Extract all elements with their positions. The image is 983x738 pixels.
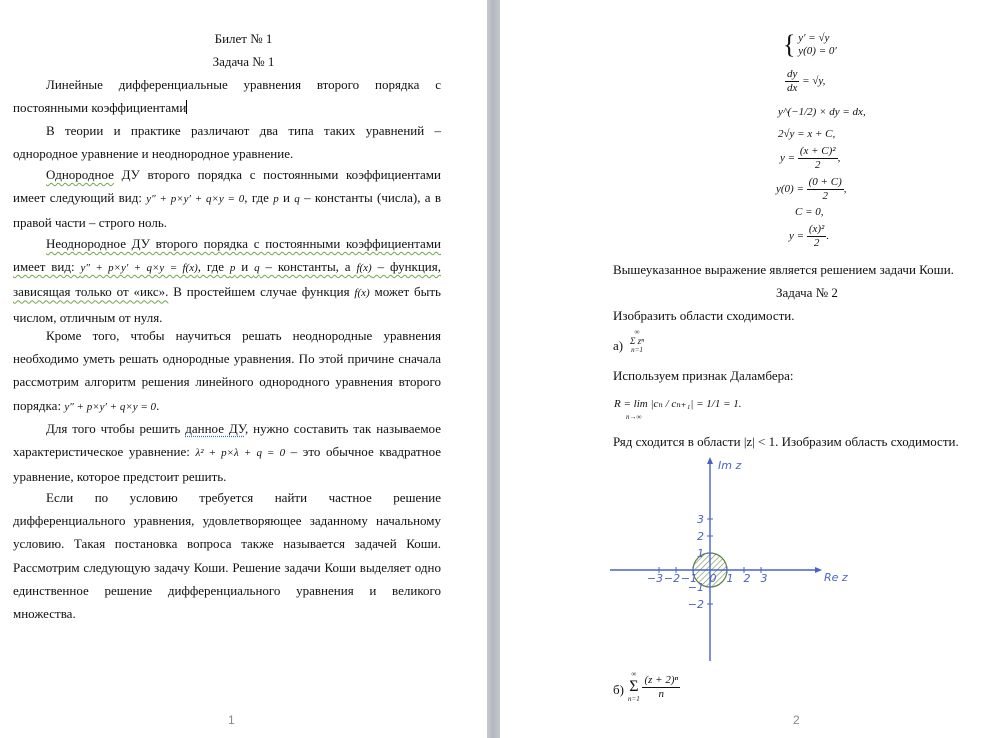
var-q: q xyxy=(294,193,300,206)
frac-den: 2 xyxy=(822,190,828,202)
homogeneous-equation: y″ + p×y′ + q×y = 0 xyxy=(146,193,245,206)
eq-lhs: y = xyxy=(789,230,805,243)
paragraph-7[interactable] xyxy=(13,486,441,625)
dalembert-text[interactable]: Используем признак Даламбера: xyxy=(613,368,794,383)
paragraph-4-text: – константы, а xyxy=(259,259,357,275)
convergence-region-plot xyxy=(610,456,860,666)
convergence-text[interactable]: Ряд сходится в области |z| < 1. Изобразим область сходимости. xyxy=(613,434,959,449)
paragraph-3-text: , где xyxy=(244,190,274,206)
var-q: q xyxy=(254,262,260,275)
radius-eq-text: R = lim |cₙ / cₙ₊₁| = 1/1 = 1. xyxy=(614,398,742,410)
paragraph-3-text: – константы (числа), а в правой части – строго ноль. xyxy=(13,190,441,231)
eq-rhs: = √y, xyxy=(802,75,826,88)
grammar-marked-phrase: данное ДУ xyxy=(185,421,245,436)
series-a xyxy=(630,328,644,355)
system-eq-1: y′ = √y xyxy=(798,32,830,44)
sum-sign-icon: Σ xyxy=(629,678,639,695)
document-page-2 xyxy=(500,0,983,738)
sum-upper: ∞ xyxy=(631,670,637,678)
x-tick-label: −1 xyxy=(680,572,698,585)
frac-num: (0 + C) xyxy=(808,176,842,188)
paragraph-5[interactable] xyxy=(13,324,441,419)
paragraph-3-text: ДУ второго порядка с постоянными коэффициентами имеет следующий вид: xyxy=(13,167,441,206)
ticket-title: Билет № 1 xyxy=(214,31,273,46)
eq-constant: C = 0, xyxy=(795,206,824,218)
page-gutter xyxy=(487,0,500,738)
paragraph-6[interactable] xyxy=(13,417,441,489)
eq-lhs: y = xyxy=(780,152,796,165)
y-tick-label: 3 xyxy=(697,513,704,526)
sum-lower: n=1 xyxy=(628,695,640,703)
paragraph-4-text: Неоднородное ДУ второго порядка с постоянными коэффициентами имеет вид: xyxy=(13,236,441,275)
radius-equation xyxy=(614,398,742,424)
paragraph-4[interactable] xyxy=(13,232,441,329)
re-axis-arrow-icon xyxy=(815,567,822,573)
item-b-label: б) xyxy=(613,682,624,697)
paragraph-4-text: , где xyxy=(197,259,230,275)
var-p: p xyxy=(273,193,279,206)
page-number: 1 xyxy=(228,713,235,727)
task-2-title: Задача № 2 xyxy=(776,285,838,300)
frac-den: 2 xyxy=(813,237,820,249)
frac-num: (x + C)² xyxy=(799,145,836,157)
item-a-label: а) xyxy=(613,338,624,353)
sum-body: Σ zⁿ xyxy=(630,336,644,346)
x-tick-label: 2 xyxy=(743,572,751,585)
paragraph-1-text: Линейные дифференциальные уравнения второго порядка с постоянными коэффициентами xyxy=(13,77,441,116)
paragraph-1[interactable] xyxy=(13,73,441,119)
frac-den: n xyxy=(658,687,664,700)
spellcheck-word: Однородное xyxy=(46,167,114,182)
frac-den: 2 xyxy=(814,159,821,171)
x-tick-label: 0 xyxy=(709,572,717,585)
paragraph-2[interactable] xyxy=(13,119,441,165)
paragraph-4-text: В простейшем случае функция xyxy=(168,284,355,300)
im-axis-arrow-icon xyxy=(707,457,713,464)
solution-text[interactable]: Вышеуказанное выражение является решением задачи Коши. xyxy=(613,262,954,277)
paragraph-5-text: . xyxy=(156,397,160,413)
var-p: p xyxy=(229,262,236,275)
paragraph-6-text: Для того чтобы решить xyxy=(46,421,186,436)
paragraph-3-text: и xyxy=(278,190,295,206)
x-tick-label: −2 xyxy=(663,572,681,585)
x-tick-label: −3 xyxy=(646,572,664,585)
x-tick-label: 3 xyxy=(760,572,768,585)
frac-num: (x)² xyxy=(808,223,825,235)
page-number: 2 xyxy=(793,713,800,727)
frac-den: dx xyxy=(787,82,798,94)
y-tick-label: −1 xyxy=(687,581,704,594)
paragraph-5-text: Кроме того, чтобы научиться решать неоднородные уравнения необходимо уметь решать однородные уравнения. По этой причине сначала рассмотрим алгоритм решения линейного однородного уравнения второго порядка: xyxy=(13,328,441,413)
sum-upper: ∞ xyxy=(634,328,640,336)
function-fx: f(x) xyxy=(356,262,372,275)
homogeneous-equation: y″ + p×y′ + q×y = 0 xyxy=(64,400,157,413)
y-tick-label: 2 xyxy=(697,530,704,543)
draw-regions-text[interactable]: Изобразить области сходимости. xyxy=(613,308,795,323)
eq-separated: y^(−1/2) × dy = dx, xyxy=(778,106,866,118)
eq-initial: y(0) = $\frac{(0 + C)}{2}$ , xyxy=(776,176,847,202)
lim-subscript: n→∞ xyxy=(626,413,642,421)
sum-lower: n=1 xyxy=(631,346,643,354)
paragraph-3[interactable] xyxy=(13,163,441,235)
system-eq-2: y(0) = 0′ xyxy=(798,45,837,57)
paragraph-6-text: – это обычное квадратное уравнение, которое предстоит решить. xyxy=(13,444,442,485)
paragraph-4-text: может быть числом, отличным от нуля. xyxy=(13,284,441,325)
x-tick-label: 1 xyxy=(726,572,734,585)
cauchy-system xyxy=(783,32,837,58)
eq-dydx xyxy=(785,68,825,95)
y-tick-label: −2 xyxy=(687,598,704,611)
eq-final: y = $\frac{\text{(x)²}}{2}$ . xyxy=(789,223,830,249)
series-b xyxy=(628,670,680,704)
y-tick-label: 1 xyxy=(697,547,704,560)
document-page-1 xyxy=(0,0,487,738)
eq-lhs: y(0) = xyxy=(776,183,804,196)
paragraph-4-text: – функция, зависящая только от «икс». xyxy=(13,259,441,300)
frac-num: (z + 2)ⁿ xyxy=(644,673,678,686)
text-cursor xyxy=(186,100,187,114)
paragraph-7-text: Если по условию требуется найти частное решение дифференциального уравнения, удовлетворяющее заданному начальному условию. Такая постановка вопроса также называется задачей Коши. Рассмотрим следующую задачу Коши. Решение задачи Коши выделяет одно единственное решение дифференциального уравнения и великого множества. xyxy=(13,490,441,622)
re-axis-label: Re z xyxy=(824,571,848,584)
function-fx: f(x) xyxy=(354,287,370,300)
characteristic-equation: λ² + p×λ + q = 0 xyxy=(195,447,286,460)
brace-icon: { xyxy=(783,30,796,59)
frac-num: dy xyxy=(787,68,798,80)
paragraph-6-text: , нужно составить так называемое характеристическое уравнение: xyxy=(13,421,441,460)
paragraph-4-text: и xyxy=(235,259,255,275)
paragraph-2-text: В теории и практике различают два типа таких уравнений – однородное уравнение и неоднородное уравнение. xyxy=(13,123,441,162)
eq-integrated: 2√y = x + C, xyxy=(778,128,836,140)
eq-general-solution: y = $\frac{\text{(x + C)²}}{2}$ , xyxy=(780,145,841,171)
inhomogeneous-equation: y″ + p×y′ + q×y = f(x) xyxy=(80,262,198,275)
task-title: Задача № 1 xyxy=(212,54,275,69)
im-axis-label: Im z xyxy=(718,459,742,472)
